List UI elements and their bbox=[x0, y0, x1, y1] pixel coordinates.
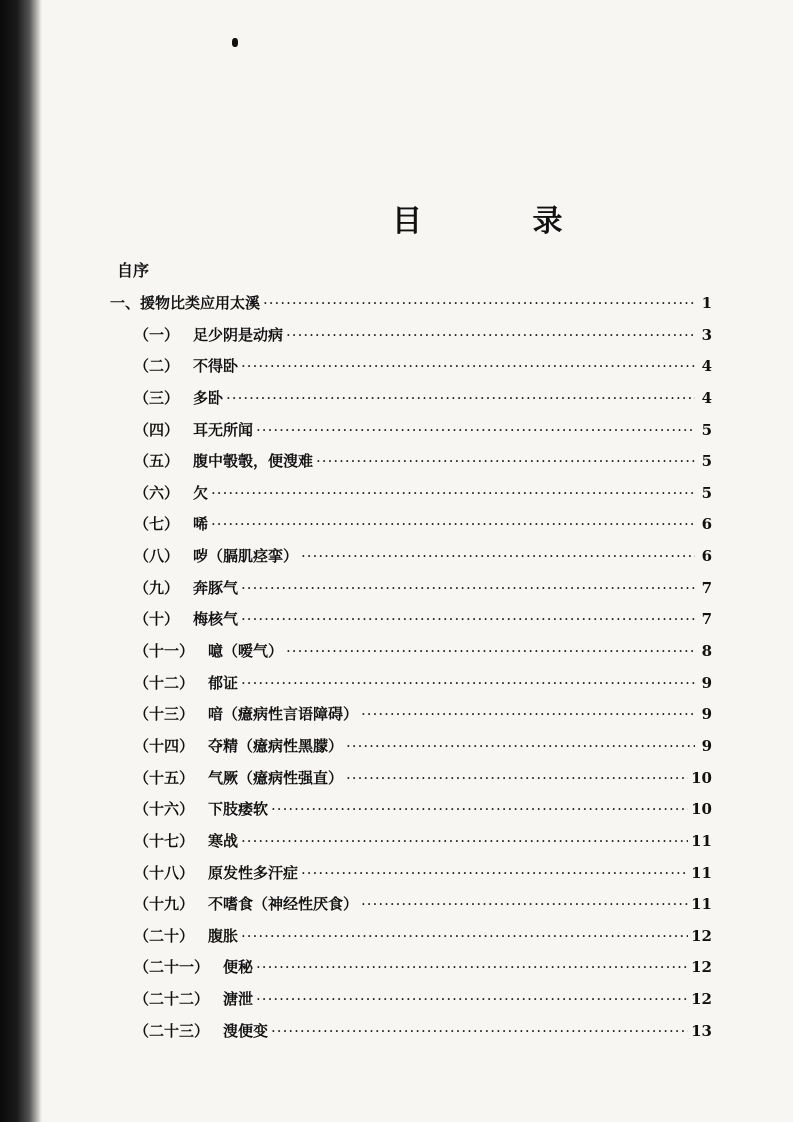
toc-entry-label: 不嗜食（神经性厌食） bbox=[208, 895, 359, 914]
toc-entry-label: 奔豚气 bbox=[193, 578, 239, 597]
toc-page-number: 9 bbox=[701, 705, 712, 724]
toc-entry[interactable] bbox=[110, 672, 712, 704]
toc-entry-label: 寒战 bbox=[208, 831, 239, 850]
toc-entry-number: （六） bbox=[134, 483, 180, 502]
toc-leader-dots bbox=[211, 484, 695, 502]
toc-entry-number: （十六） bbox=[134, 800, 195, 819]
toc-entry[interactable] bbox=[110, 292, 712, 324]
toc-leader-dots bbox=[263, 294, 695, 312]
toc-page-number: 11 bbox=[691, 863, 712, 882]
toc-leader-dots bbox=[241, 357, 695, 375]
toc-entry[interactable] bbox=[110, 862, 712, 894]
toc-entry[interactable] bbox=[110, 450, 712, 482]
toc-leader-dots bbox=[286, 642, 695, 660]
toc-page-number: 10 bbox=[691, 800, 712, 819]
toc-entry-number: （二十二） bbox=[134, 990, 210, 1009]
toc-entry-number: （二十一） bbox=[134, 958, 210, 977]
toc-entry-number: （十） bbox=[134, 610, 180, 629]
toc-entry-label: 便秘 bbox=[223, 958, 254, 977]
toc-entry-number: （七） bbox=[134, 515, 180, 534]
toc-entry-label: 足少阴是动病 bbox=[193, 325, 284, 344]
toc-entry[interactable] bbox=[110, 545, 712, 577]
toc-page-number: 8 bbox=[701, 642, 712, 661]
toc-leader-dots bbox=[271, 800, 688, 818]
toc-entry[interactable] bbox=[110, 482, 712, 514]
toc-entry-label: 多卧 bbox=[193, 388, 224, 407]
toc-entry[interactable] bbox=[110, 988, 712, 1020]
toc-page-number: 9 bbox=[701, 736, 712, 755]
toc-entry-label: 不得卧 bbox=[193, 357, 239, 376]
toc-entry[interactable] bbox=[110, 735, 712, 767]
toc-entry-number: （十二） bbox=[134, 673, 195, 692]
toc-entry-label: 溲便变 bbox=[223, 1021, 269, 1040]
toc-entry-number: （十九） bbox=[134, 895, 195, 914]
toc-page-number: 5 bbox=[701, 420, 712, 439]
toc-page-number: 10 bbox=[691, 768, 712, 787]
preface-heading: 自序 bbox=[117, 261, 150, 280]
toc-page-number: 7 bbox=[701, 578, 712, 597]
toc-entry-label: 原发性多汗症 bbox=[208, 863, 299, 882]
toc-entry[interactable] bbox=[110, 324, 712, 356]
toc-leader-dots bbox=[271, 1022, 688, 1040]
toc-entry-number: （二十） bbox=[134, 926, 195, 945]
toc-page-number: 6 bbox=[701, 515, 712, 534]
toc-entry[interactable] bbox=[110, 703, 712, 735]
toc-entry[interactable] bbox=[110, 355, 712, 387]
toc-entry[interactable] bbox=[110, 1020, 712, 1052]
toc-entry-number: （十五） bbox=[134, 768, 195, 787]
toc-entry[interactable] bbox=[110, 387, 712, 419]
toc-entry[interactable] bbox=[110, 830, 712, 862]
toc-page-number: 6 bbox=[701, 547, 712, 566]
toc-page-number: 5 bbox=[701, 483, 712, 502]
toc-entry-label: 下肢痿软 bbox=[208, 800, 269, 819]
toc-leader-dots bbox=[256, 421, 695, 439]
toc-entry-number: （五） bbox=[134, 452, 180, 471]
toc-entry[interactable] bbox=[110, 767, 712, 799]
toc-entry-label: 郁证 bbox=[208, 673, 239, 692]
toc-entry-number: （十三） bbox=[134, 705, 195, 724]
toc-entry-number: （九） bbox=[134, 578, 180, 597]
toc-leader-dots bbox=[316, 452, 695, 470]
toc-leader-dots bbox=[226, 389, 695, 407]
toc-entry-label: 夺精（癔病性黑朦） bbox=[208, 736, 344, 755]
toc-page-number: 4 bbox=[701, 388, 712, 407]
toc-leader-dots bbox=[301, 864, 688, 882]
toc-entry-label: 哕（膈肌痉挛） bbox=[193, 547, 299, 566]
toc-entry[interactable] bbox=[110, 640, 712, 672]
toc-entry-number: （十一） bbox=[134, 642, 195, 661]
toc-entry-label: 腹胀 bbox=[208, 926, 239, 945]
toc-leader-dots bbox=[241, 579, 695, 597]
page-title: 目 录 bbox=[392, 204, 613, 239]
toc-leader-dots bbox=[346, 737, 695, 755]
toc-leader-dots bbox=[256, 990, 688, 1008]
toc-leader-dots bbox=[241, 674, 695, 692]
toc-entry-label: 唏 bbox=[193, 515, 209, 534]
toc-leader-dots bbox=[211, 515, 695, 533]
toc-entry-label: 噫（嗳气） bbox=[208, 642, 284, 661]
toc-entry-number: （三） bbox=[134, 388, 180, 407]
toc-page-number: 5 bbox=[701, 452, 712, 471]
toc-entry-label: 溏泄 bbox=[223, 990, 254, 1009]
toc-entry-label: 欠 bbox=[193, 483, 209, 502]
toc-entry-number: （十八） bbox=[134, 863, 195, 882]
toc-leader-dots bbox=[256, 958, 688, 976]
toc-entry[interactable] bbox=[110, 513, 712, 545]
toc-page-number: 1 bbox=[701, 294, 712, 312]
toc-entry[interactable] bbox=[110, 893, 712, 925]
toc-page-number: 12 bbox=[691, 958, 712, 977]
toc-page-number: 12 bbox=[691, 926, 712, 945]
toc-leader-dots bbox=[346, 769, 688, 787]
toc-entry-label: 梅核气 bbox=[193, 610, 239, 629]
toc-page-number: 12 bbox=[691, 990, 712, 1009]
toc-entry[interactable] bbox=[110, 577, 712, 609]
toc-page-number: 9 bbox=[701, 673, 712, 692]
ink-speck bbox=[232, 38, 238, 47]
toc-entry-number: （四） bbox=[134, 420, 180, 439]
toc-entry-number: （十四） bbox=[134, 736, 195, 755]
toc-entry[interactable] bbox=[110, 798, 712, 830]
toc-page-number: 11 bbox=[691, 895, 712, 914]
toc-entry-number: （二） bbox=[134, 357, 180, 376]
toc-entry-label: 喑（癔病性言语障碍） bbox=[208, 705, 359, 724]
toc-page-number: 4 bbox=[701, 357, 712, 376]
toc-entry-number: （一） bbox=[134, 325, 180, 344]
toc-entry-label: 腹中彀彀，便溲难 bbox=[193, 452, 314, 471]
toc-entry-label: 气厥（癔病性强直） bbox=[208, 768, 344, 787]
toc-entry[interactable] bbox=[110, 956, 712, 988]
toc-entry-number: （二十三） bbox=[134, 1021, 210, 1040]
toc-entry[interactable] bbox=[110, 608, 712, 640]
table-of-contents bbox=[110, 292, 712, 1051]
toc-page-number: 3 bbox=[701, 325, 712, 344]
toc-leader-dots bbox=[301, 547, 695, 565]
toc-leader-dots bbox=[241, 927, 688, 945]
toc-entry-label: 一、援物比类应用太溪 bbox=[110, 294, 261, 312]
toc-entry-label: 耳无所闻 bbox=[193, 420, 254, 439]
toc-entry[interactable] bbox=[110, 925, 712, 957]
scan-dark-edge bbox=[0, 0, 42, 1122]
toc-page-number: 7 bbox=[701, 610, 712, 629]
toc-page-number: 11 bbox=[691, 831, 712, 850]
toc-leader-dots bbox=[286, 326, 695, 344]
toc-leader-dots bbox=[241, 832, 688, 850]
toc-leader-dots bbox=[241, 610, 695, 628]
toc-entry-number: （十七） bbox=[134, 831, 195, 850]
toc-leader-dots bbox=[361, 895, 688, 913]
toc-leader-dots bbox=[361, 705, 695, 723]
toc-page-number: 13 bbox=[691, 1021, 712, 1040]
toc-entry-number: （八） bbox=[134, 547, 180, 566]
toc-entry[interactable] bbox=[110, 419, 712, 451]
